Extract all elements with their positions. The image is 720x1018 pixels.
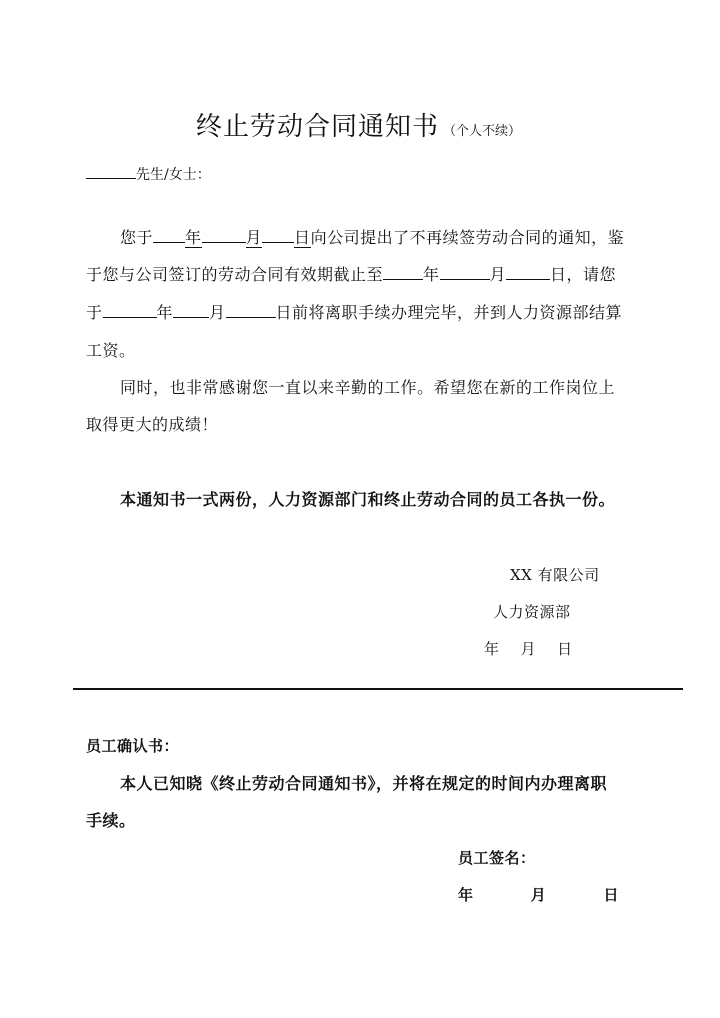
label-year: 年 [423,265,440,284]
blank-expiry-day[interactable] [506,263,550,280]
salutation-text: 先生/女士： [136,167,211,183]
blank-submit-year[interactable] [153,226,185,243]
para1-l1-rest: 向公司提出了不再续签劳动合同的通知，鉴 [310,228,625,247]
para1-line2 [86,262,616,285]
blank-deadline-day[interactable] [226,301,276,318]
para1-line4: 工资。 [86,341,136,360]
document-title [196,106,521,143]
signature-label: 员工签名： [458,849,536,867]
signature-date-line: 年 月 日 [458,886,619,904]
blank-submit-month[interactable] [202,226,246,243]
name-blank[interactable] [86,162,136,179]
company-name: XX 有限公司 [510,566,600,584]
blank-deadline-month[interactable] [173,301,209,318]
para1-line3 [86,300,622,323]
copies-note: 本通知书一式两份，人力资源部门和终止劳动合同的员工各执一份。 [120,490,616,509]
blank-submit-day[interactable] [262,226,294,243]
para2-line2: 取得更大的成绩！ [86,415,219,434]
para1-l2-rest: 日，请您 [550,265,617,284]
label-year: 年 [156,303,174,322]
label-year: 年 [185,228,202,247]
section-divider [73,688,683,690]
blank-deadline-year[interactable] [103,301,157,318]
blank-expiry-year[interactable] [383,263,423,280]
label-day: 日 [294,228,311,247]
confirmation-heading: 员工确认书： [86,737,180,755]
title-text: 终止劳动合同通知书 [196,112,440,142]
department-name: 人力资源部 [493,603,571,621]
label-month: 月 [245,228,263,247]
para1-l1-text: 您于 [120,228,154,247]
confirmation-line2: 手续。 [86,811,136,830]
confirmation-line1: 本人已知晓《终止劳动合同通知书》，并将在规定的时间内办理离职 [120,774,608,793]
title-note: （个人不续） [443,124,522,139]
para1-l3-text: 于 [86,303,103,322]
para1-line1 [120,225,624,248]
para1-l3-rest: 日前将离职手续办理完毕，并到人力资源部结算 [275,303,623,322]
para1-l2-text: 于您与公司签订的劳动合同有效期截止至 [86,265,384,284]
para2-line1: 同时，也非常感谢您一直以来辛勤的工作。希望您在新的工作岗位上 [120,378,616,397]
label-month: 月 [209,303,226,322]
salutation [86,162,211,184]
notice-date-line: 年 月 日 [484,640,573,658]
label-month: 月 [489,265,507,284]
blank-expiry-month[interactable] [440,263,490,280]
